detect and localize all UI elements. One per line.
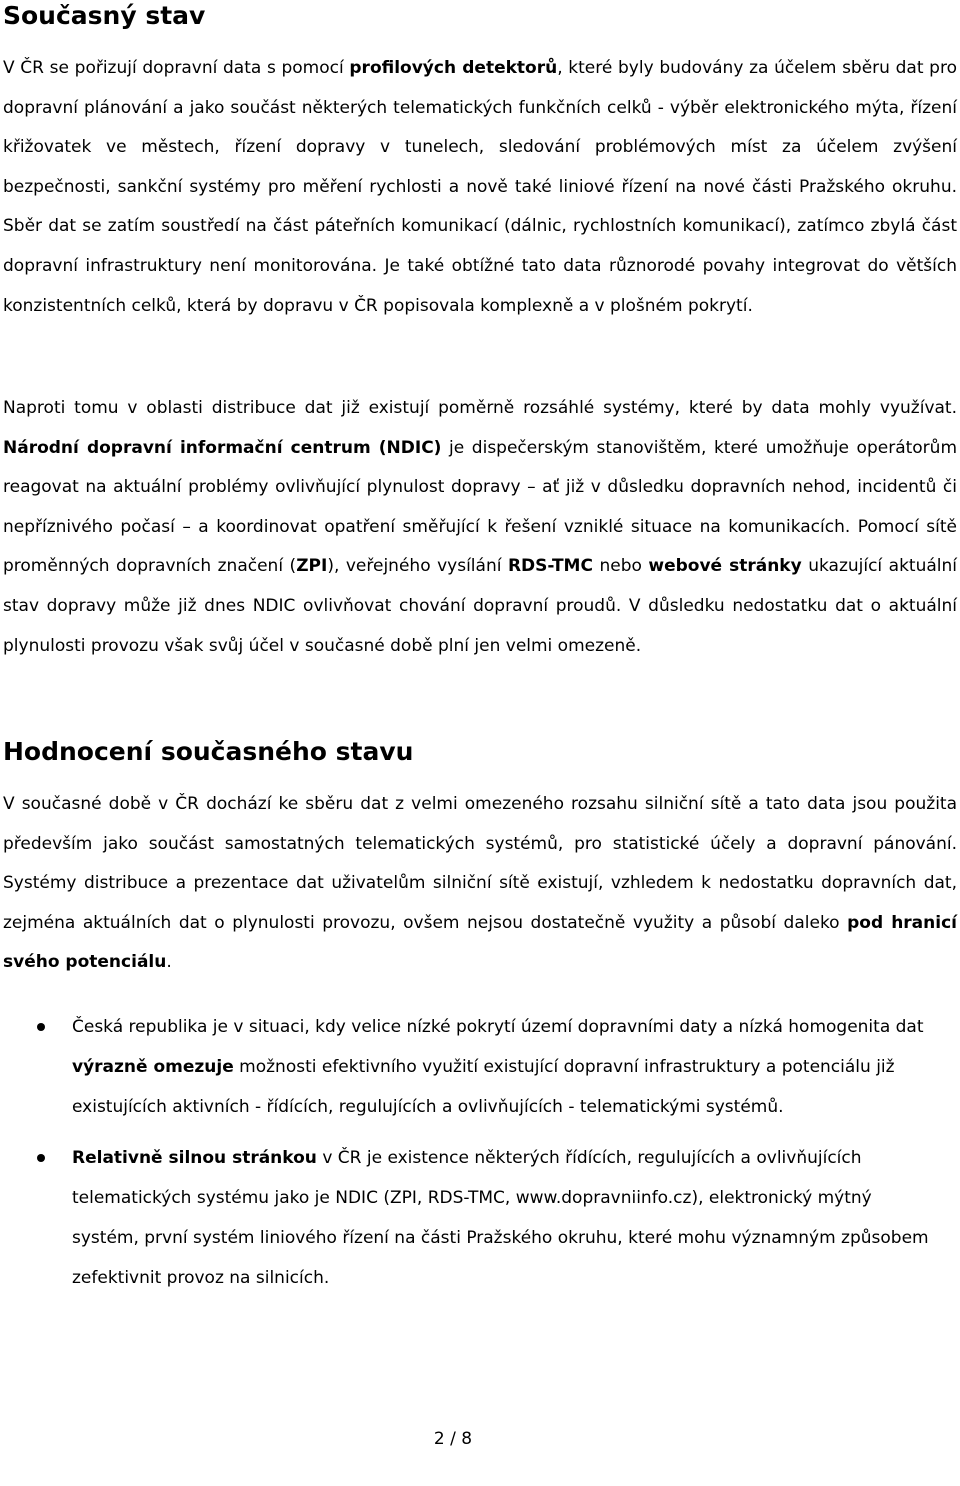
text-run: ), veřejného vysílání <box>327 556 508 577</box>
text-run: V ČR se pořizují dopravní data s pomocí <box>3 58 350 78</box>
paragraph-profile-detectors <box>3 49 957 326</box>
text-run: v ČR je existence některých řídících, regulujících a ovlivňujících telematických systému jako je NDIC (ZPI, RDS-TMC, www.dopravniinfo.cz), elektronický mýtný systém, první systém liniového řízení na části Pražského okruhu, které mohu významným způsobem zefektivnit provoz na silnicích. <box>72 1148 929 1288</box>
bold-text-rds-tmc: RDS-TMC <box>507 556 593 577</box>
bold-text-relative-strength: Relativně silnou stránkou <box>72 1148 317 1168</box>
bold-text-web-pages: webové stránky <box>648 556 802 577</box>
bullet-dot-icon <box>37 1154 45 1162</box>
section-title-current-state: Současný stav <box>3 1 206 30</box>
bold-text-profile-detectors: profilových detektorů <box>349 58 558 78</box>
page-number: 2 / 8 <box>433 1429 473 1449</box>
text-run: . <box>166 952 172 973</box>
text-run: Naproti tomu v oblasti distribuce dat již existují poměrně rozsáhlé systémy, které by data mohly využívat. <box>3 398 957 418</box>
bullet-list <box>0 1007 960 1298</box>
text-run: Česká republika je v situaci, kdy velice nízké pokrytí území dopravními daty a nízká homogenita dat <box>72 1017 924 1037</box>
bold-text-ndic: Národní dopravní informační centrum (NDIC) <box>3 437 442 458</box>
list-item <box>0 1007 960 1127</box>
paragraph-evaluation <box>3 785 957 983</box>
list-item <box>0 1138 960 1298</box>
text-run: možnosti efektivního využití existující dopravní infrastruktury a potenciálu již existujících aktivních - řídících, regulujících a ovlivňujících - telematickými systémů. <box>72 1057 895 1117</box>
text-run: je dispečerským stanovištěm, které umožňuje operátorům reagovat na aktuální problémy ovlivňující plynulost dopravy – ať již v důsledku dopravních nehod, incidentů či nepříznivého počasí – a koordinovat opatření směřující k řešení vzniklé situace na komunikacích. Pomocí sítě proměnných dopravních značení ( <box>3 437 958 577</box>
bold-text-potential: pod hranicí svého potenciálu <box>3 912 957 973</box>
bullet-dot-icon <box>37 1023 45 1031</box>
text-run: nebo <box>592 556 649 577</box>
section-title-evaluation: Hodnocení současného stavu <box>3 737 414 766</box>
paragraph-ndic <box>3 389 957 666</box>
text-run: ukazující aktuální stav dopravy může již dnes NDIC ovlivňovat chování dopravní proudů. V důsledku nedostatku dat o aktuální plynulosti provozu však svůj účel v současné době plní jen velmi omezeně. <box>3 556 958 656</box>
text-run: V současné době v ČR dochází ke sběru dat z velmi omezeného rozsahu silniční sítě a tato data jsou použita především jako součást samostatných telematických systémů, pro statistické účely a dopravní pánování. Systémy distribuce a prezentace dat uživatelům silniční sítě existují, vzhledem k nedostatku dopravních dat, zejména aktuálních dat o plynulosti provozu, ovšem nejsou dostatečně využity a působí daleko <box>3 794 957 933</box>
text-run: , které byly budovány za účelem sběru dat pro dopravní plánování a jako součást některých telematických funkčních celků - výběr elektronického mýta, řízení křižovatek ve městech, řízení dopravy v tunelech, sledování problémových míst za účelem zvýšení bezpečnosti, sankční systémy pro měření rychlosti a nově také liniové řízení na nové části Pražského okruhu. Sběr dat se zatím soustředí na část páteřních komunikací (dálnic, rychlostních komunikací), zatímco zbylá část dopravní infrastruktury není monitorována. Je také obtížné tato data různorodé povahy integrovat do větších konzistentních celků, která by dopravu v ČR popisovala komplexně a v plošném pokrytí. <box>3 58 957 316</box>
bold-text-strongly-limits: výrazně omezuje <box>72 1057 234 1077</box>
bold-text-zpi: ZPI <box>296 556 328 577</box>
